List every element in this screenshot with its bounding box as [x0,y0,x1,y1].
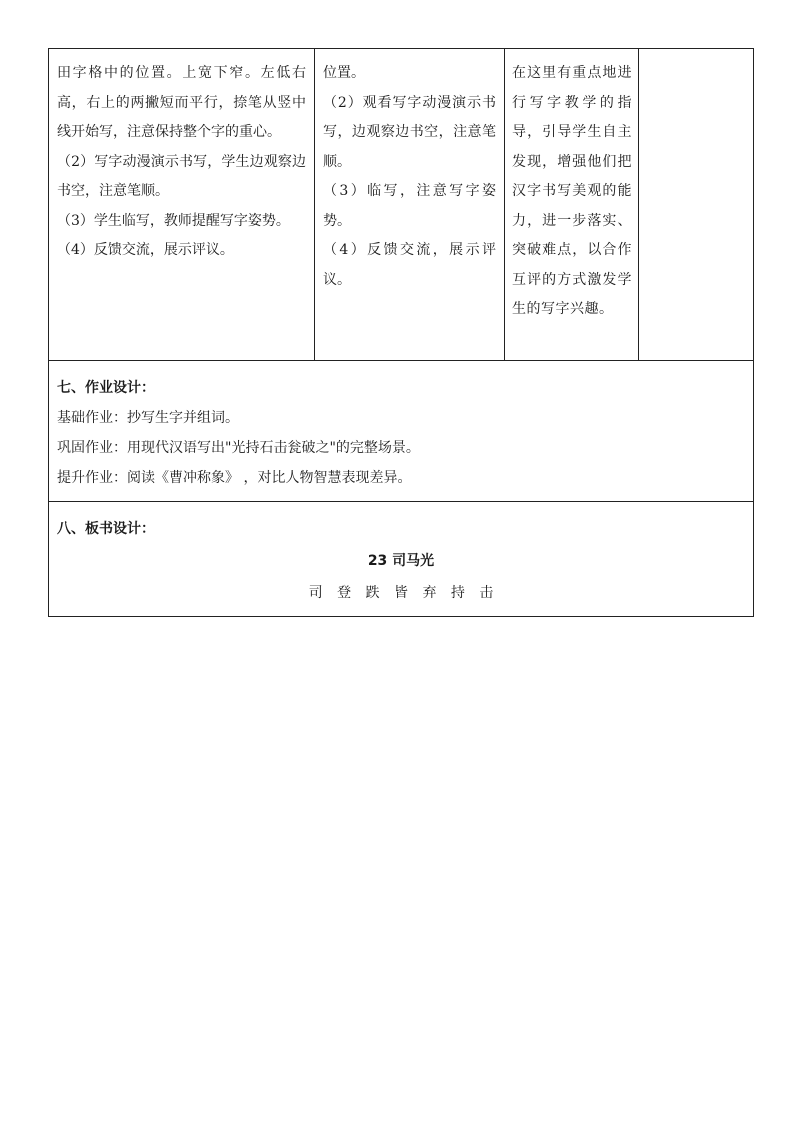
homework-item-basic: 基础作业：抄写生字并组词。 [57,410,239,426]
board-char: 持 [450,585,465,601]
homework-item-consolidate: 巩固作业：用现代汉语写出"光持石击瓮破之"的完整场景。 [57,440,420,456]
homework-cell [49,361,754,502]
board-char: 击 [479,585,494,601]
teacher-activity-line: （3）学生临写，教师提醒写字姿势。 [57,212,290,229]
homework-item-advanced: 提升作业：阅读《曹冲称象》 ，对比人物智慧表现差异。 [57,470,412,486]
board-char: 司 [308,585,323,601]
teacher-activity-cell [49,49,315,361]
empty-notes-cell [639,49,754,361]
notes-text [639,49,753,65]
student-activity-line: （2）观看写字动漫演示书写，边观察边书空，注意笔顺。 [323,94,496,170]
teacher-activity-line: （4）反馈交流，展示评议。 [57,242,234,258]
homework-title: 七、作业设计： [57,380,155,396]
board-design-cell [49,502,754,617]
student-activity-line: （4）反馈交流，展示评议。 [323,242,496,288]
design-intent-text: 在这里有重点地进行写字教学的指导，引导学生自主发现，增强他们把汉字书写美观的能力，进一步落实、突破难点，以合作互评的方式激发学生的写字兴趣。 [512,65,632,317]
teaching-process-row [49,49,754,361]
teacher-activity-line: （2）写字动漫演示书写，学生边观察边书空，注意笔顺。 [57,153,306,199]
board-char: 皆 [394,585,408,601]
board-design-row [49,502,754,617]
lesson-plan-table [48,48,754,617]
document-page [48,48,753,617]
student-activity-line: （3）临写，注意写字姿势。 [323,183,496,229]
teacher-activity-line: 田字格中的位置。上宽下窄。左低右高，右上的两撇短而平行，捺笔从竖中线开始写，注意保持整个字的重心。 [57,65,306,140]
board-characters [57,578,745,608]
student-activity-line: 位置。 [323,65,365,81]
design-intent-cell [505,49,639,361]
homework-row [49,361,754,502]
board-char: 登 [337,585,352,601]
board-char: 弃 [422,585,437,601]
board-heading: 23 司马光 [367,553,435,569]
student-activity-cell [315,49,505,361]
board-design-title: 八、板书设计： [57,521,155,537]
board-char: 跌 [365,585,380,601]
